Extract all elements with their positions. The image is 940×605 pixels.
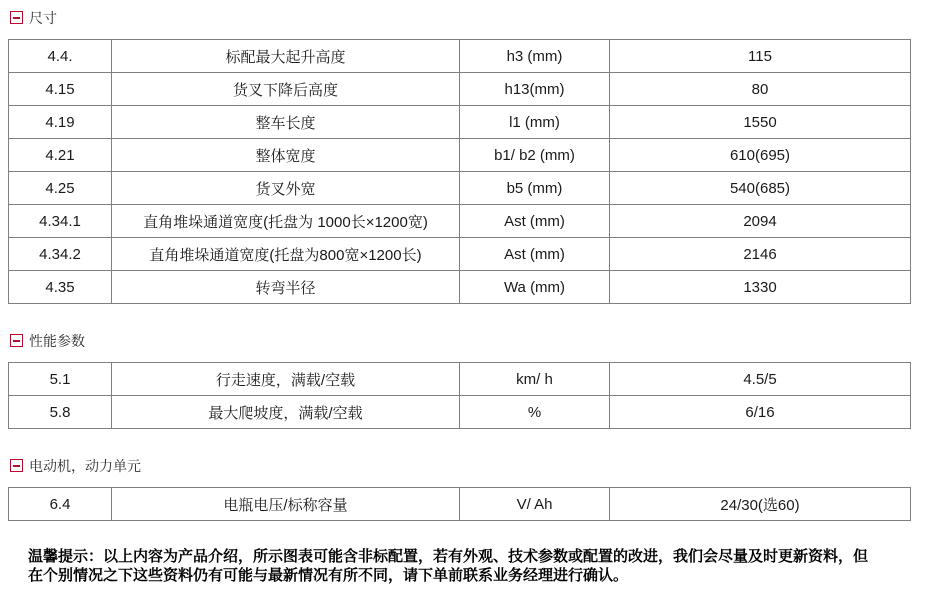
row-label-cell: 转弯半径 xyxy=(112,271,460,304)
table-row xyxy=(9,172,911,205)
row-index-cell: 4.4. xyxy=(9,40,112,73)
row-index-cell: 4.25 xyxy=(9,172,112,205)
row-value-cell: 80 xyxy=(610,73,911,106)
table-row xyxy=(9,238,911,271)
row-index-cell: 4.19 xyxy=(9,106,112,139)
row-unit-cell: b1/ b2 (mm) xyxy=(460,139,610,172)
section-heading-performance xyxy=(10,332,940,349)
row-value-cell: 2146 xyxy=(610,238,911,271)
row-unit-cell: Wa (mm) xyxy=(460,271,610,304)
minus-glyph xyxy=(13,465,20,467)
table-row xyxy=(9,40,911,73)
row-label-cell: 直角堆垛通道宽度(托盘为800宽×1200长) xyxy=(112,238,460,271)
collapse-minus-icon[interactable] xyxy=(10,11,23,24)
row-unit-cell: V/ Ah xyxy=(460,488,610,521)
row-label-cell: 行走速度，满载/空载 xyxy=(112,363,460,396)
row-unit-cell: h13(mm) xyxy=(460,73,610,106)
minus-glyph xyxy=(13,17,20,19)
row-value-cell: 24/30(选60) xyxy=(610,488,911,521)
table-row xyxy=(9,205,911,238)
row-unit-cell: h3 (mm) xyxy=(460,40,610,73)
row-value-cell: 115 xyxy=(610,40,911,73)
footer-note-line: 温馨提示：以上内容为产品介绍，所示图表可能含非标配置，若有外观、技术参数或配置的改进，我们会尽量及时更新资料，但 xyxy=(28,548,869,565)
row-index-cell: 5.8 xyxy=(9,396,112,429)
row-unit-cell: % xyxy=(460,396,610,429)
footer-note xyxy=(28,547,930,585)
row-label-cell: 整车长度 xyxy=(112,106,460,139)
spec-table-dimensions xyxy=(8,39,911,304)
row-unit-cell: b5 (mm) xyxy=(460,172,610,205)
section-title: 电动机，动力单元 xyxy=(29,457,141,474)
row-unit-cell: l1 (mm) xyxy=(460,106,610,139)
table-row xyxy=(9,363,911,396)
collapse-minus-icon[interactable] xyxy=(10,459,23,472)
table-row xyxy=(9,106,911,139)
row-index-cell: 4.21 xyxy=(9,139,112,172)
row-label-cell: 电瓶电压/标称容量 xyxy=(112,488,460,521)
row-value-cell: 4.5/5 xyxy=(610,363,911,396)
row-unit-cell: Ast (mm) xyxy=(460,205,610,238)
section-heading-dimensions xyxy=(10,9,940,26)
table-row xyxy=(9,271,911,304)
row-value-cell: 540(685) xyxy=(610,172,911,205)
spec-table-motor xyxy=(8,487,911,521)
row-value-cell: 6/16 xyxy=(610,396,911,429)
row-value-cell: 610(695) xyxy=(610,139,911,172)
table-row xyxy=(9,139,911,172)
row-index-cell: 6.4 xyxy=(9,488,112,521)
row-value-cell: 1550 xyxy=(610,106,911,139)
row-index-cell: 4.35 xyxy=(9,271,112,304)
row-label-cell: 货叉下降后高度 xyxy=(112,73,460,106)
footer-note-line: 在个别情况之下这些资料仍有可能与最新情况有所不同，请下单前联系业务经理进行确认。 xyxy=(28,567,629,584)
row-value-cell: 2094 xyxy=(610,205,911,238)
section-title: 尺寸 xyxy=(29,9,57,26)
section-title: 性能参数 xyxy=(29,332,85,349)
row-label-cell: 标配最大起升高度 xyxy=(112,40,460,73)
row-label-cell: 最大爬坡度，满载/空载 xyxy=(112,396,460,429)
row-unit-cell: Ast (mm) xyxy=(460,238,610,271)
table-row xyxy=(9,488,911,521)
table-row xyxy=(9,396,911,429)
row-label-cell: 货叉外宽 xyxy=(112,172,460,205)
row-index-cell: 4.34.1 xyxy=(9,205,112,238)
table-row xyxy=(9,73,911,106)
row-value-cell: 1330 xyxy=(610,271,911,304)
row-label-cell: 直角堆垛通道宽度(托盘为 1000长×1200宽) xyxy=(112,205,460,238)
row-index-cell: 4.15 xyxy=(9,73,112,106)
row-index-cell: 4.34.2 xyxy=(9,238,112,271)
minus-glyph xyxy=(13,340,20,342)
spec-table-performance xyxy=(8,362,911,429)
row-index-cell: 5.1 xyxy=(9,363,112,396)
row-label-cell: 整体宽度 xyxy=(112,139,460,172)
row-unit-cell: km/ h xyxy=(460,363,610,396)
collapse-minus-icon[interactable] xyxy=(10,334,23,347)
section-heading-motor xyxy=(10,457,940,474)
